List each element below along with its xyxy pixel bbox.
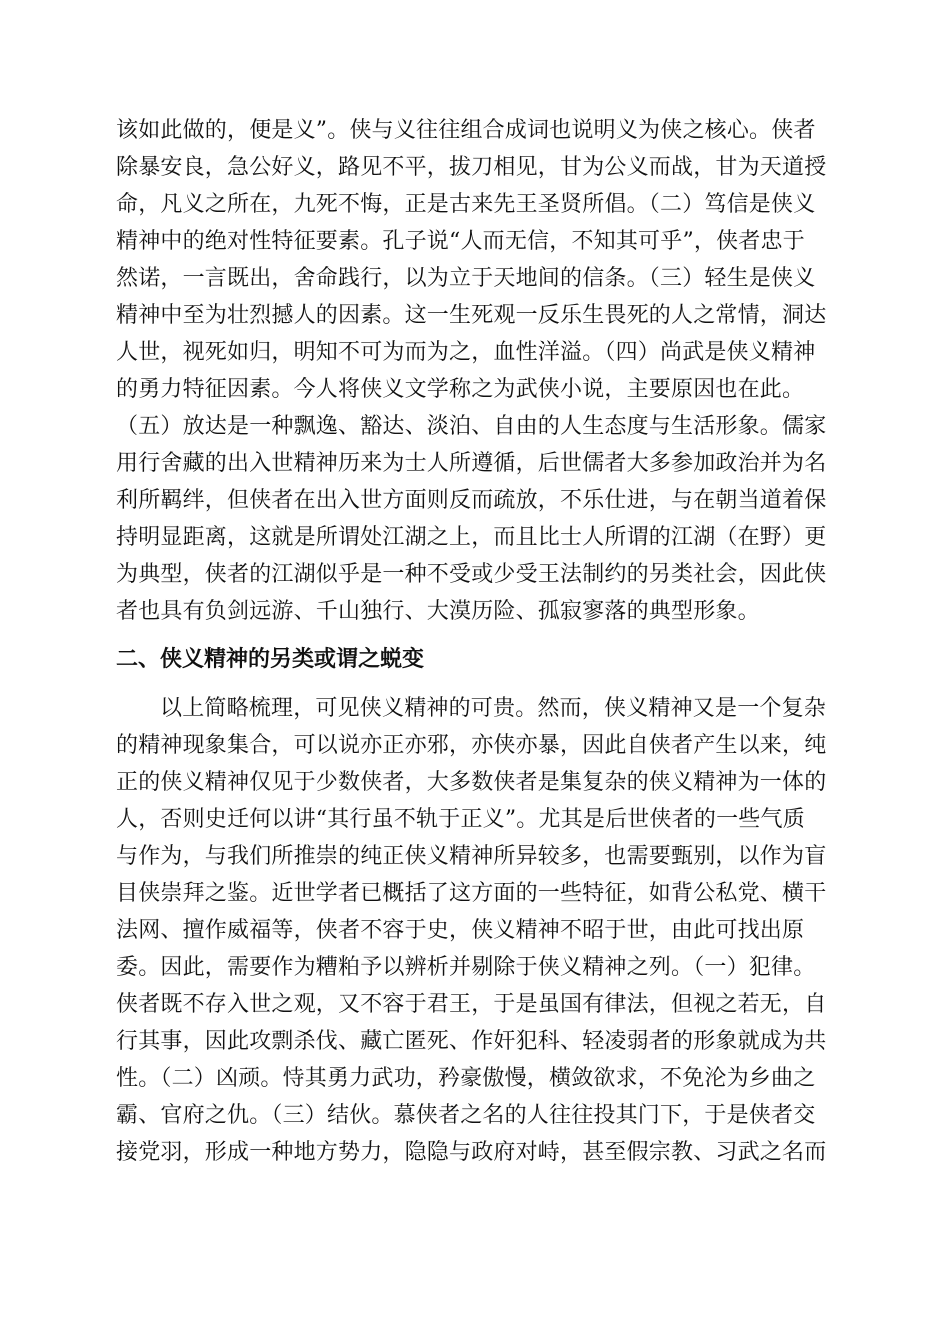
text-line: 的精神现象集合，可以说亦正亦邪，亦侠亦暴，因此自侠者产生以来，纯 bbox=[116, 733, 827, 758]
text-line: 持明显距离，这就是所谓处江湖之上，而且比士人所谓的江湖（在野）更 bbox=[116, 525, 827, 550]
text-line: 接党羽，形成一种地方势力，隐隐与政府对峙，甚至假宗教、习武之名而 bbox=[116, 1140, 827, 1165]
text-line: 侠者既不存入世之观，又不容于君王，于是虽国有律法，但视之若无，自 bbox=[116, 992, 827, 1017]
paragraph-1 bbox=[116, 112, 836, 630]
text-line: 利所羁绊，但侠者在出入世方面则反而疏放，不乐仕进，与在朝当道着保 bbox=[116, 488, 827, 513]
text-line: 用行舍藏的出入世精神历来为士人所遵循，后世儒者大多参加政治并为名 bbox=[116, 451, 827, 476]
text-line: 该如此做的，便是义”。侠与义往往组合成词也说明义为侠之核心。侠者 bbox=[116, 118, 816, 143]
text-line: 人，否则史迁何以讲“其行虽不轨于正义”。尤其是后世侠者的一些气质 bbox=[116, 807, 805, 832]
text-line: 精神中至为壮烈撼人的因素。这一生死观一反乐生畏死的人之常情，洞达 bbox=[116, 303, 827, 328]
text-line: 然诺，一言既出，舍命践行，以为立于天地间的信条。（三）轻生是侠义 bbox=[116, 266, 816, 291]
document-body bbox=[116, 112, 836, 1171]
text-line: 精神中的绝对性特征要素。孔子说“人而无信，不知其可乎”，侠者忠于 bbox=[116, 229, 805, 254]
text-line: 命，凡义之所在，九死不悔，正是古来先王圣贤所倡。（二）笃信是侠义 bbox=[116, 192, 816, 217]
text-line: 者也具有负剑远游、千山独行、大漠历险、孤寂寥落的典型形象。 bbox=[116, 599, 760, 624]
text-line: 目侠崇拜之鉴。近世学者已概括了这方面的一些特征，如背公私党、横干 bbox=[116, 881, 827, 906]
text-line: 除暴安良，急公好义，路见不平，拔刀相见，甘为公义而战，甘为天道授 bbox=[116, 155, 827, 180]
text-line: 人世，视死如归，明知不可为而为之，血性洋溢。（四）尚武是侠义精神 bbox=[116, 340, 816, 365]
text-line: 霸、官府之仇。（三）结伙。慕侠者之名的人往往投其门下，于是侠者交 bbox=[116, 1103, 816, 1128]
text-line: 以上简略梳理，可见侠义精神的可贵。然而，侠义精神又是一个复杂 bbox=[160, 696, 827, 721]
section-heading: 二、侠义精神的另类或谓之蜕变 bbox=[116, 647, 425, 672]
text-line: （五）放达是一种飘逸、豁达、淡泊、自由的人生态度与生活形象。儒家 bbox=[116, 414, 827, 439]
text-line: 性。（二）凶顽。恃其勇力武功，矜豪傲慢，横敛欲求，不免沦为乡曲之 bbox=[116, 1066, 816, 1091]
text-line: 行其事，因此攻剽杀伐、藏亡匿死、作奸犯科、轻凌弱者的形象就成为共 bbox=[116, 1029, 827, 1054]
text-line: 委。因此，需要作为糟粕予以辨析并剔除于侠义精神之列。（一）犯律。 bbox=[116, 955, 816, 980]
text-line: 法网、擅作威福等，侠者不容于史，侠义精神不昭于世，由此可找出原 bbox=[116, 918, 805, 943]
text-line: 为典型，侠者的江湖似乎是一种不受或少受王法制约的另类社会，因此侠 bbox=[116, 562, 827, 587]
text-line: 与作为，与我们所推崇的纯正侠义精神所异较多，也需要甄别，以作为盲 bbox=[116, 844, 827, 869]
text-line: 的勇力特征因素。今人将侠义文学称之为武侠小说，主要原因也在此。 bbox=[116, 377, 805, 402]
text-line: 正的侠义精神仅见于少数侠者，大多数侠者是集复杂的侠义精神为一体的 bbox=[116, 770, 827, 795]
paragraph-2 bbox=[116, 690, 836, 1171]
